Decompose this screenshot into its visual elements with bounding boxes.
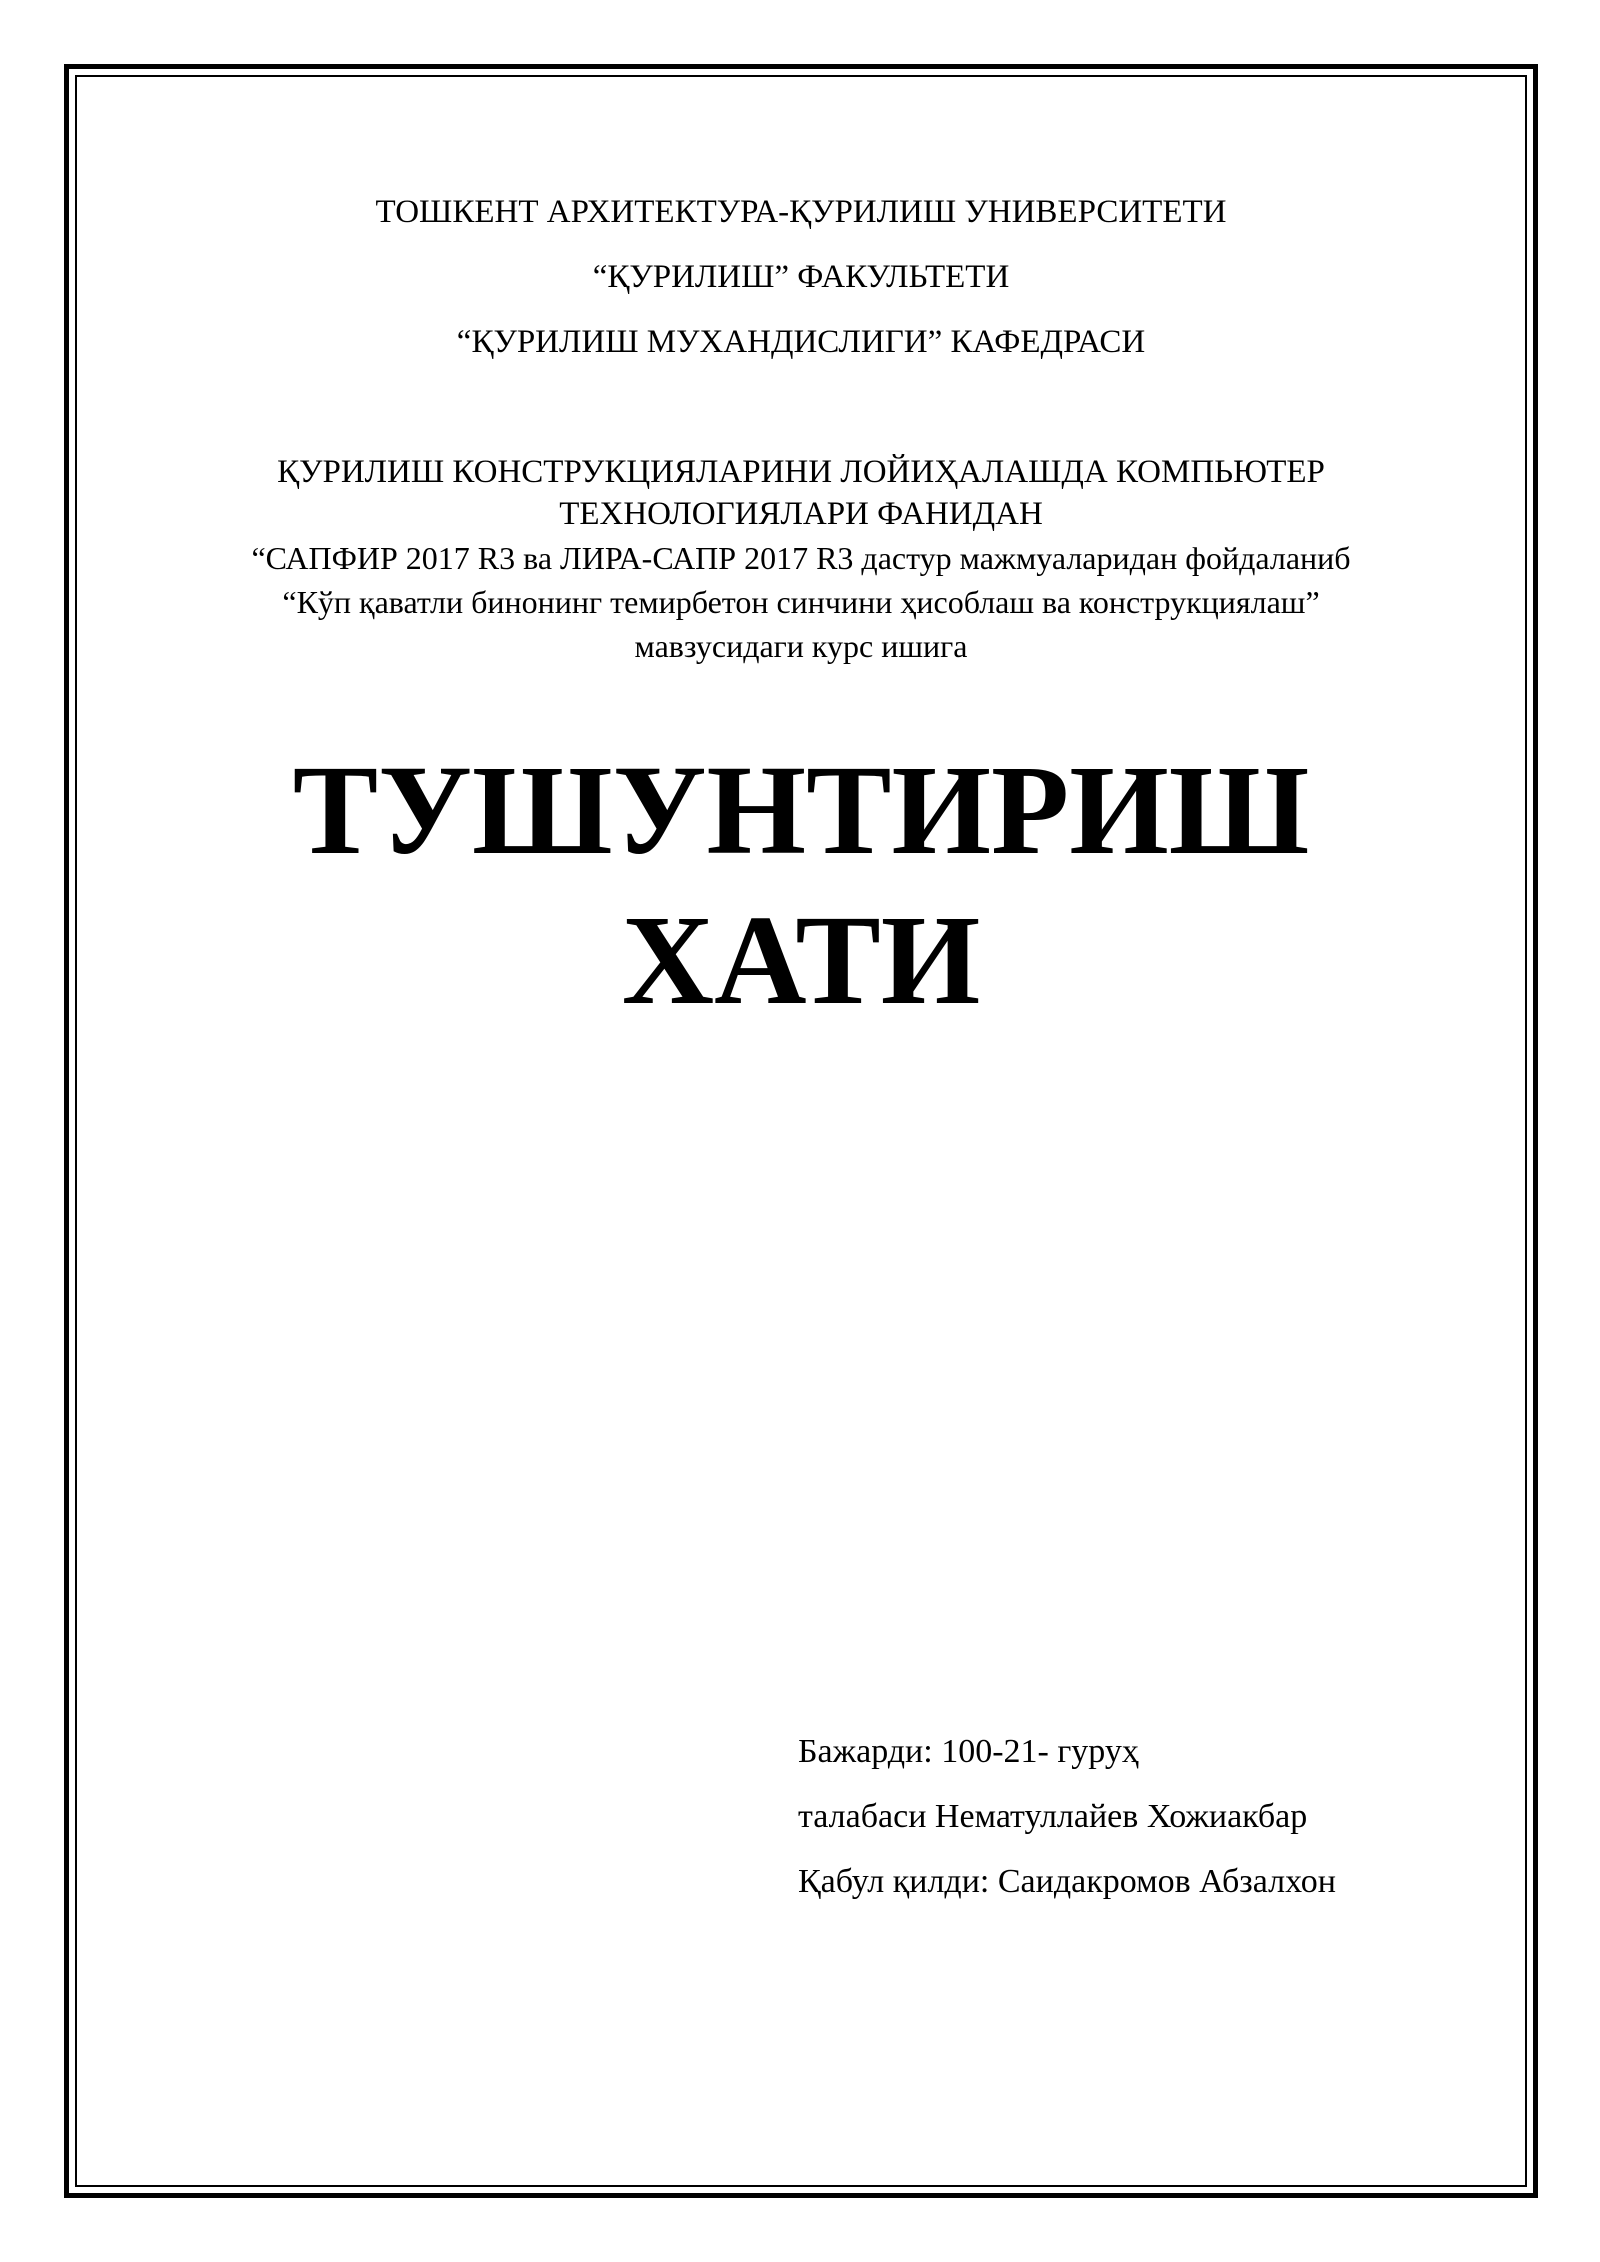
subject-line-4: “Кўп қаватли бинонинг темирбетон синчини ҳисоблаш ва конструкциялаш”	[282, 584, 1320, 620]
performed-by: Бажарди: 100-21- гуруҳ	[798, 1733, 1139, 1770]
subject-line-1: ҚУРИЛИШ КОНСТРУКЦИЯЛАРИНИ ЛОЙИҲАЛАШДА КОМПЬЮТЕР	[277, 454, 1325, 490]
accepted-by: Қабул қилди: Саидакромов Абзалхон	[798, 1863, 1336, 1900]
document-title-line-1: ТУШУНТИРИШ	[292, 739, 1310, 881]
subject-line-3: “САПФИР 2017 R3 ва ЛИРА-САПР 2017 R3 дастур мажмуаларидан фойдаланиб	[251, 540, 1351, 576]
department-name: “ҚУРИЛИШ МУХАНДИСЛИГИ” КАФЕДРАСИ	[456, 324, 1146, 360]
faculty-name: “ҚУРИЛИШ” ФАКУЛЬТЕТИ	[592, 259, 1010, 295]
document-title-line-2: ХАТИ	[621, 889, 981, 1031]
university-name: ТОШКЕНТ АРХИТЕКТУРА-ҚУРИЛИШ УНИВЕРСИТЕТИ	[375, 194, 1227, 230]
subject-line-5: мавзусидаги курс ишига	[634, 628, 968, 664]
student-name: талабаси Нематуллайев Хожиакбар	[798, 1798, 1308, 1835]
subject-line-2: ТЕХНОЛОГИЯЛАРИ ФАНИДАН	[559, 496, 1043, 532]
